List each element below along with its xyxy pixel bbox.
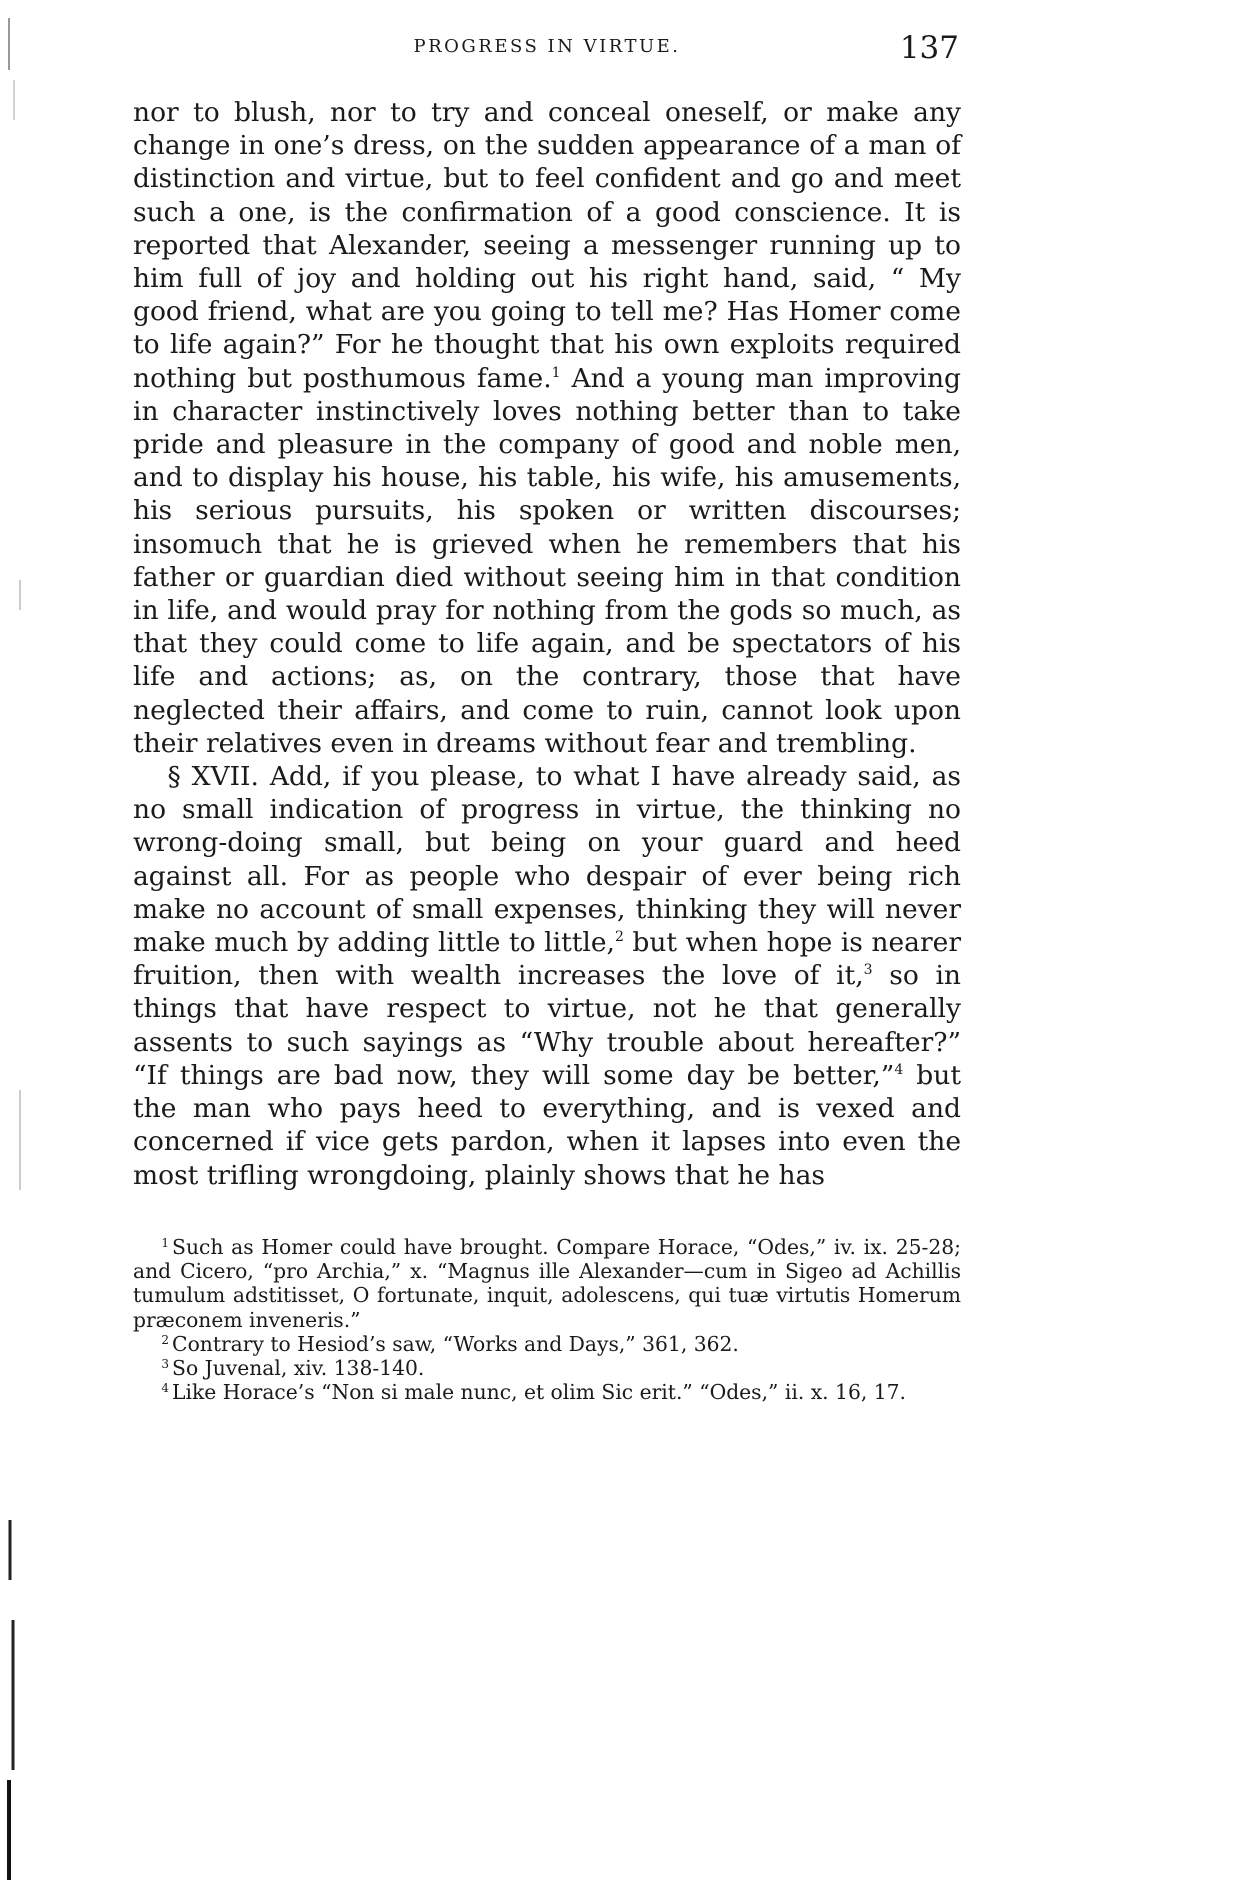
page-edge-marks xyxy=(0,0,60,1880)
footnote-number: 4 xyxy=(161,1381,170,1396)
footnote-text: Like Horace’s “Non si male nunc, et olim Sic erit.” “Odes,” ii. x. 16, 17. xyxy=(172,1380,907,1405)
footnote xyxy=(133,1380,961,1404)
footnote-ref: 4 xyxy=(894,1061,904,1078)
text-run: but when hope is nearer fruition, then with wealth increases the love of it, xyxy=(133,927,962,992)
running-title: PROGRESS IN VIRTUE. xyxy=(413,36,681,57)
footnote-number: 2 xyxy=(161,1332,170,1347)
footnotes xyxy=(133,1235,961,1404)
body-text xyxy=(133,96,961,1192)
text-run: § XVII. Add, if you please, to what I have already said, as no small indication of progress in virtue, the thinking no wrong-doing small, but being on your guard and heed against all. For as people who despair of ever being rich make no account of small expenses, thinking they will never make much by adding little to little, xyxy=(133,761,961,959)
paragraph xyxy=(133,96,961,760)
footnote-number: 3 xyxy=(161,1357,170,1372)
footnote xyxy=(133,1235,961,1332)
footnote-number: 1 xyxy=(161,1236,170,1250)
footnote-ref: 3 xyxy=(863,962,873,979)
footnote xyxy=(133,1332,961,1356)
text-run: so in things that have respect to virtue, not he that generally assents to such sayings as “Why trouble about hereafter?” “If things are bad now, they will some day be better,” xyxy=(133,960,961,1091)
footnote-text: Contrary to Hesiod’s saw, “Works and Days,” 361, 362. xyxy=(172,1331,739,1356)
text-run: And a young man improving in character instinctively loves nothing better than to take pride and pleasure in the company of good and noble men, and to display his house, his table, his wife, his amusements, his serious pursuits, his spoken or written discourses; insomuch that he is grieved when he remembers that his father or guardian died without seeing him in that condition in life, and would pray for nothing from the gods so much, as that they could come to life again, and be spectators of his life and actions; as, on the contrary, those that have neglected their affairs, and come to ruin, cannot look upon their relatives even in dreams without fear and trembling. xyxy=(133,362,961,759)
paragraph xyxy=(133,760,961,1192)
page-number: 137 xyxy=(899,30,959,66)
footnote xyxy=(133,1356,961,1380)
footnote-ref: 2 xyxy=(614,929,624,946)
text-run: but the man who pays heed to everything, and is vexed and concerned if vice gets pardon, when it lapses into even the most trifling wrongdoing, plainly shows that he has xyxy=(133,1059,961,1191)
footnote-ref: 1 xyxy=(551,364,561,381)
footnote-text: Such as Homer could have brought. Compare Horace, “Odes,” iv. ix. 25-28; and Cicero, “pro Archia,” x. “Magnus ille Alexander—cum in Sigeo ad Achillis tumulum adstitisset, O fortunate, inquit, adolescens, qui tuæ virtutis Homerum præconem inveneris.” xyxy=(133,1235,961,1332)
running-head xyxy=(133,30,961,70)
text-run: nor to blush, nor to try and conceal oneself, or make any change in one’s dress, on the sudden appearance of a man of distinction and virtue, but to feel confident and go and meet such a one, is the confirmation of a good conscience. It is reported that Alexander, seeing a messenger running up to him full of joy and holding out his right hand, said, “ My good friend, what are you going to tell me? Has Homer come to life again?” For he thought that his own exploits required nothing but posthumous fame. xyxy=(133,97,961,394)
footnote-text: So Juvenal, xiv. 138-140. xyxy=(172,1356,425,1381)
